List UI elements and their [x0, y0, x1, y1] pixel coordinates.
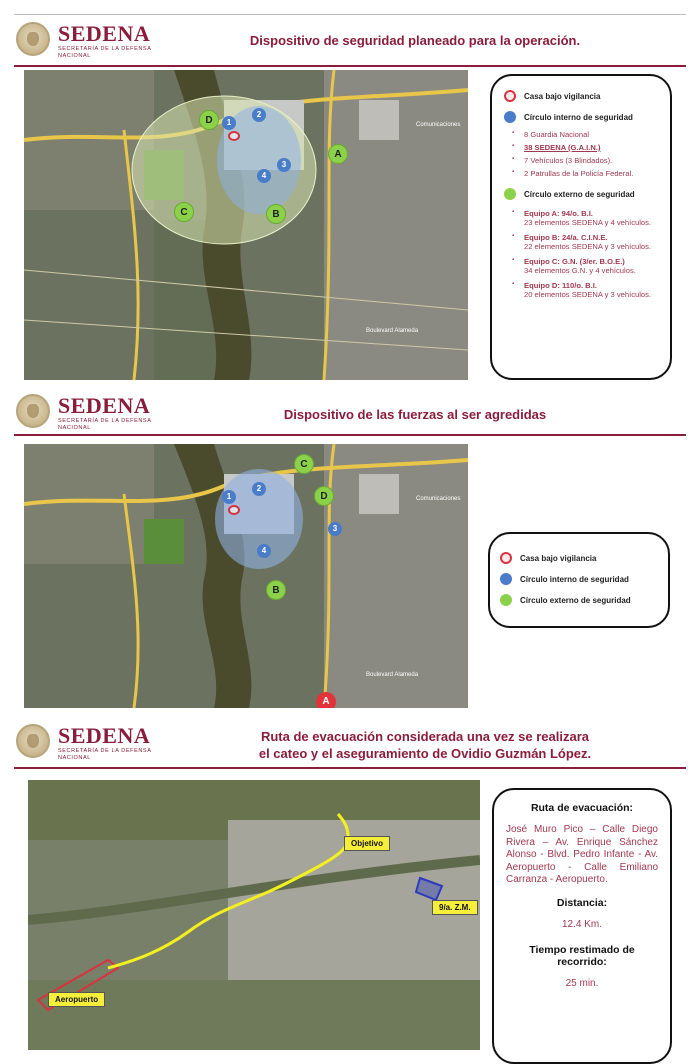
team-item [518, 209, 660, 227]
marker-4: 4 [257, 544, 271, 558]
team-desc: 23 elementos SEDENA y 4 vehículos. [524, 218, 652, 227]
slide-attack-deployment [0, 388, 700, 714]
brand-name: SEDENA [58, 723, 151, 748]
slide-evacuation-route [0, 718, 700, 1064]
marker-c: C [294, 454, 314, 474]
house-marker [228, 131, 240, 141]
title-divider [14, 434, 686, 436]
marker-c: C [174, 202, 194, 222]
house-circle-icon [504, 90, 516, 102]
marker-1: 1 [222, 490, 236, 504]
street-label: Boulevard Alameda [366, 672, 419, 678]
title-divider [14, 65, 686, 67]
sedena-logo [16, 20, 166, 60]
marker-b: B [266, 580, 286, 600]
legend-inner [504, 111, 660, 123]
legend-house [500, 552, 658, 564]
legend-outer [500, 594, 658, 606]
legend-inner [500, 573, 658, 585]
time-heading: Tiempo restimado de recorrido: [529, 943, 635, 968]
team-name: ▪ Equipo B: 24/a. C.I.N.E. [524, 233, 608, 242]
marker-b: B [266, 204, 286, 224]
inner-items-list [518, 130, 660, 178]
satellite-map [24, 444, 468, 708]
green-circle-icon [504, 188, 516, 200]
brand-name: SEDENA [58, 393, 151, 418]
house-circle-icon [500, 552, 512, 564]
blue-circle-icon [500, 573, 512, 585]
distance-heading: Distancia: [556, 896, 608, 909]
street-label: Comunicaciones [416, 496, 461, 502]
marker-a: A [328, 144, 348, 164]
brand-subtitle: SECRETARÍA DE LA DEFENSA NACIONAL [58, 418, 152, 431]
marker-2: 2 [252, 482, 266, 496]
top-rule [14, 14, 686, 15]
house-marker [228, 505, 240, 515]
legend-inner-label: Círculo interno de seguridad [520, 574, 629, 584]
zona-militar-label: 9/a. Z.M. [432, 900, 478, 915]
seal-icon [16, 724, 50, 758]
legend-inner-label: Círculo interno de seguridad [524, 112, 633, 122]
sedena-logo [16, 392, 166, 432]
team-item [518, 233, 660, 251]
team-name: ▪ Equipo C: G.N. (3/er. B.O.E.) [524, 257, 625, 266]
green-circle-icon [500, 594, 512, 606]
legend-outer-label: Círculo externo de seguridad [520, 595, 631, 605]
brand-name: SEDENA [58, 21, 151, 46]
list-item: ▪ 7 Vehículos (3 Blindados). [518, 156, 660, 165]
slide-title [170, 728, 680, 762]
legend-panel [488, 532, 670, 628]
legend-house-label: Casa bajo vigilancia [520, 553, 597, 563]
objetivo-label: Objetivo [344, 836, 390, 851]
team-desc: 20 elementos SEDENA y 3 vehículos. [524, 290, 652, 299]
team-name: ▪ Equipo D: 110/o. B.I. [524, 281, 597, 290]
satellite-map [28, 780, 480, 1050]
marker-d: D [314, 486, 334, 506]
marker-a: A [316, 692, 336, 708]
marker-3: 3 [277, 158, 291, 172]
time-value: 25 min. [565, 977, 599, 989]
brand-subtitle: SECRETARÍA DE LA DEFENSA NACIONAL [58, 748, 152, 761]
team-item [518, 281, 660, 299]
distance-value: 12.4 Km. [561, 918, 603, 930]
legend-house-label: Casa bajo vigilancia [524, 91, 601, 101]
legend-panel [490, 74, 672, 380]
marker-2: 2 [252, 108, 266, 122]
satellite-map [24, 70, 468, 380]
title-line: el cateo y el aseguramiento de Ovidio Guzmán López. [258, 746, 592, 761]
brand-subtitle: SECRETARÍA DE LA DEFENSA NACIONAL [58, 46, 152, 59]
slide-planned-deployment [0, 16, 700, 384]
route-heading: Ruta de evacuación: [530, 802, 634, 814]
team-desc: 22 elementos SEDENA y 3 vehículos. [524, 242, 652, 251]
sedena-logo [16, 722, 166, 762]
seal-icon [16, 394, 50, 428]
team-name: ▪ Equipo A: 94/o. B.I. [524, 209, 593, 218]
team-item [518, 257, 660, 275]
marker-1: 1 [222, 116, 236, 130]
route-panel [492, 788, 672, 1064]
street-label: Boulevard Alameda [366, 328, 419, 334]
list-item: ▪ 38 SEDENA (G.A.I.N.) [518, 143, 660, 152]
marker-4: 4 [257, 169, 271, 183]
seal-icon [16, 22, 50, 56]
legend-outer-label: Círculo externo de seguridad [524, 189, 635, 199]
aeropuerto-label: Aeropuerto [48, 992, 105, 1007]
title-line: Ruta de evacuación considerada una vez se realizara [260, 729, 590, 744]
slide-title: Dispositivo de seguridad planeado para la operación. [249, 33, 581, 48]
slide-title: Dispositivo de las fuerzas al ser agredidas [283, 407, 547, 422]
legend-house [504, 90, 660, 102]
list-item: ▪ 2 Patrullas de la Policía Federal. [518, 169, 660, 178]
marker-3: 3 [328, 522, 342, 536]
route-text: José Muro Pico – Calle Diego Rivera – Av. Enrique Sánchez Alonso - Blvd. Pedro Infante - Av. Aeropuerto - Calle Emiliano Carranza - Aeropuerto. [506, 824, 658, 885]
marker-d: D [199, 110, 219, 130]
legend-outer [504, 188, 660, 200]
team-desc: 34 elementos G.N. y 4 vehículos. [524, 266, 636, 275]
blue-circle-icon [504, 111, 516, 123]
street-label: Comunicaciones [416, 122, 461, 128]
list-item: ▪ 8 Guardia Nacional [518, 130, 660, 139]
title-divider [14, 767, 686, 769]
